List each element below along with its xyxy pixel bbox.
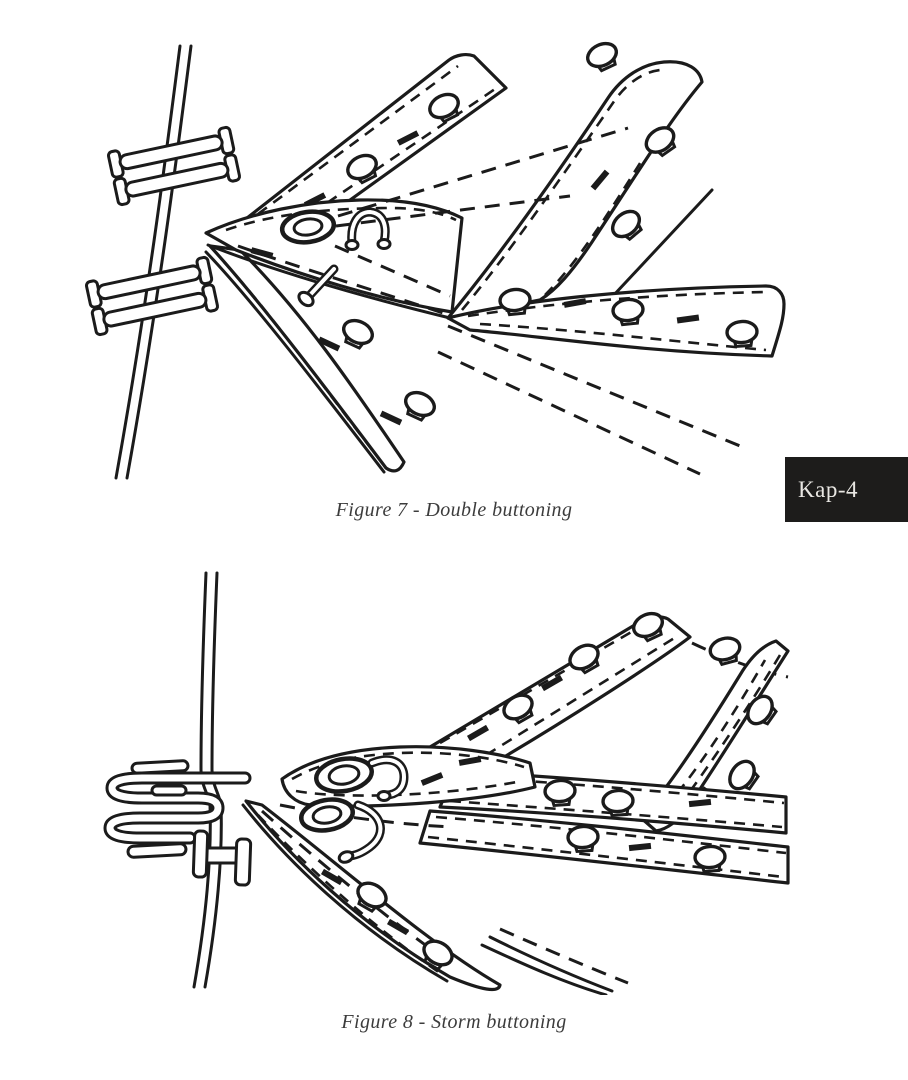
bottom-diagonal-edge xyxy=(482,929,628,995)
sail-corner-flap xyxy=(206,200,462,318)
chapter-tab xyxy=(785,457,908,522)
rope xyxy=(116,46,191,478)
figure-7-caption: Figure 7 - Double buttoning xyxy=(335,499,573,521)
chapter-tab-label: Kap-4 xyxy=(798,476,858,502)
storm-hook xyxy=(110,761,245,858)
figure-8-caption: Figure 8 - Storm buttoning xyxy=(341,1011,567,1033)
figure-8-illustration xyxy=(0,565,908,995)
